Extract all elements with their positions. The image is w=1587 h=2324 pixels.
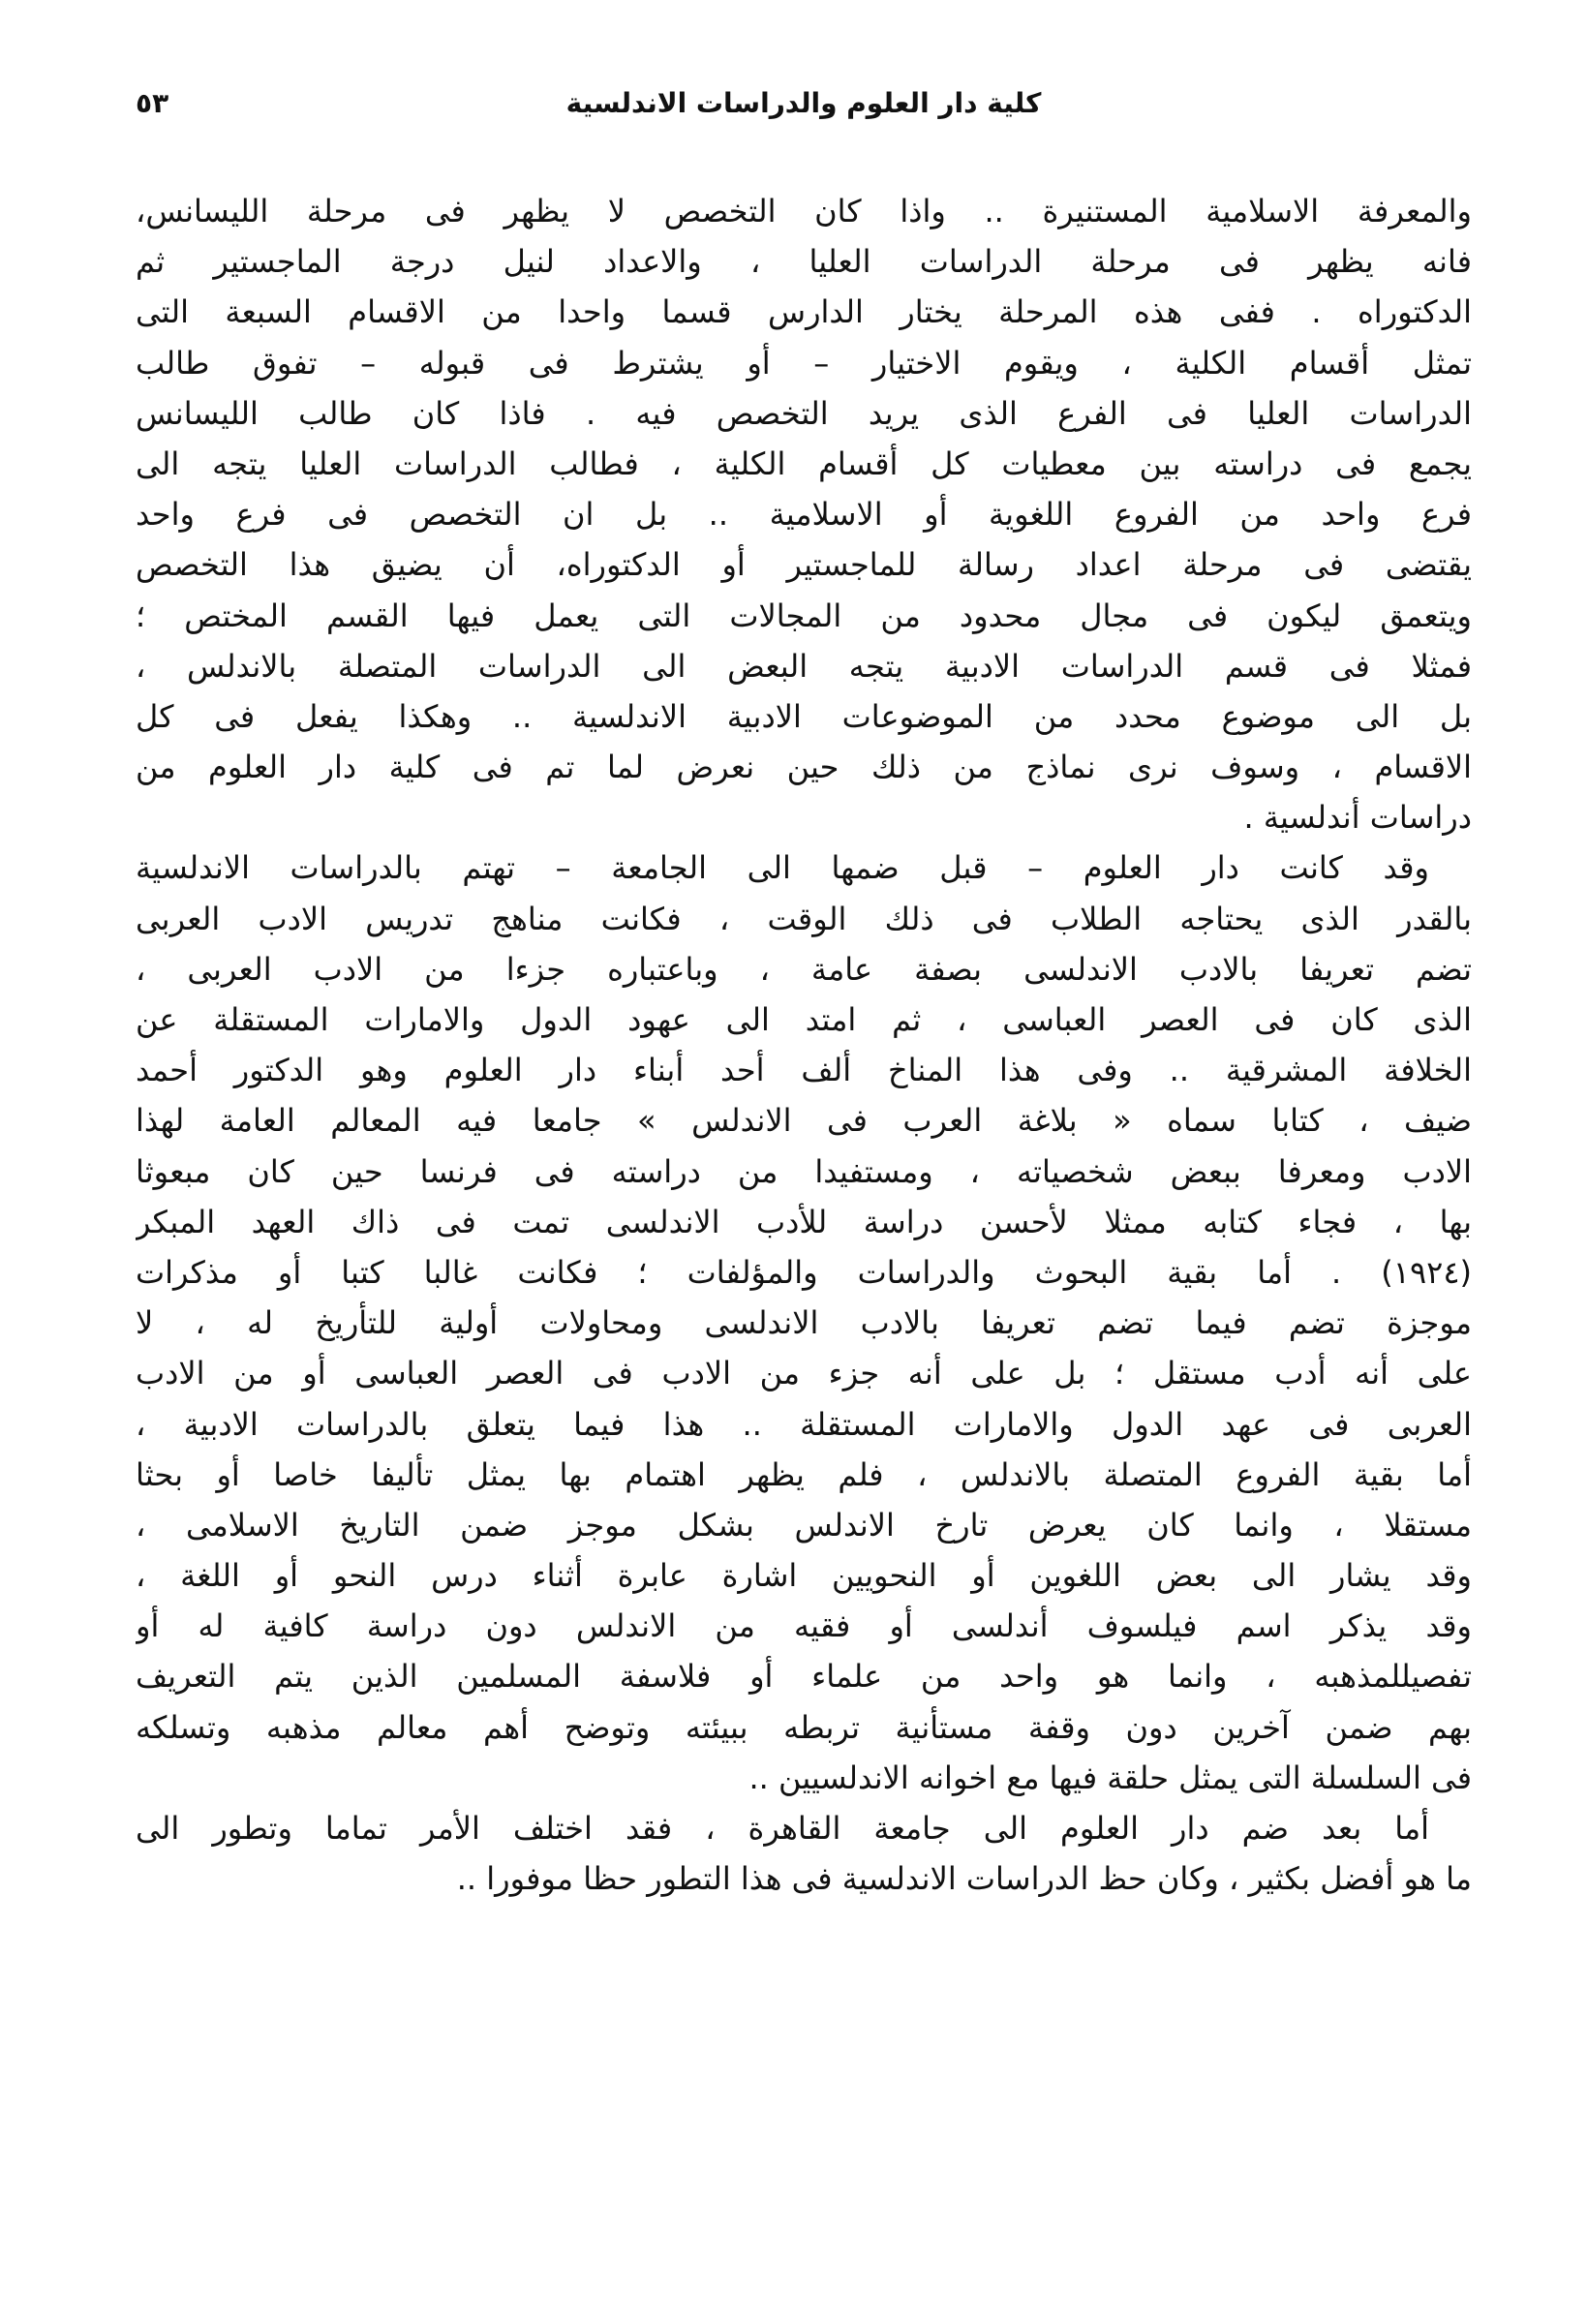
text-line: وقد يذكر اسم فيلسوف أندلسى أو فقيه من الاندلس دون دراسة كافية له أو [136, 1607, 1472, 1645]
text-line: الادب ومعرفا ببعض شخصياته ، ومستفيدا من دراسته فى فرنسا حين كان مبعوثا [136, 1152, 1472, 1190]
text-line: وقد يشار الى بعض اللغوين أو النحويين اشارة عابرة أثناء درس النحو أو اللغة ، [136, 1557, 1472, 1595]
text-line: (١٩٢٤) . أما بقية البحوث والدراسات والمؤلفات ؛ فكانت غالبا كتبا أو مذكرات [136, 1253, 1472, 1291]
text-line: فرع واحد من الفروع اللغوية أو الاسلامية .. بل ان التخصص فى فرع واحد [136, 496, 1472, 534]
text-line: بل الى موضوع محدد من الموضوعات الادبية الاندلسية .. وهكذا يفعل فى كل [136, 697, 1472, 735]
text-line: الدراسات العليا فى الفرع الذى يريد التخصص فيه . فاذا كان طالب الليسانس [136, 394, 1472, 432]
running-title: كلية دار العلوم والدراسات الاندلسية [565, 87, 1042, 119]
text-line: تمثل أقسام الكلية ، ويقوم الاختيار – أو يشترط فى قبوله – تفوق طالب [136, 344, 1472, 382]
paragraph-start-line: وقد كانت دار العلوم – قبل ضمها الى الجامعة – تهتم بالدراسات الاندلسية [136, 849, 1429, 887]
text-line: بها ، فجاء كتابه ممثلا لأحسن دراسة للأدب الاندلسى تمت فى ذاك العهد المبكر [136, 1203, 1472, 1240]
body-text [136, 186, 1472, 1904]
text-line: بهم ضمن آخرين دون وقفة مستأنية تربطه ببيئته وتوضح أهم معالم مذهبه وتسلكه [136, 1708, 1472, 1746]
text-line: يجمع فى دراسته بين معطيات كل أقسام الكلية ، فطالب الدراسات العليا يتجه الى [136, 444, 1472, 482]
text-line: تضم تعريفا بالادب الاندلسى بصفة عامة ، وباعتباره جزءا من الادب العربى ، [136, 950, 1472, 988]
paragraph-end-line: ما هو أفضل بكثير ، وكان حظ الدراسات الاندلسية فى هذا التطور حظا موفورا .. [456, 1860, 1472, 1898]
text-line: بالقدر الذى يحتاجه الطلاب فى ذلك الوقت ، فكانت مناهج تدريس الادب العربى [136, 900, 1472, 937]
text-line: العربى فى عهد الدول والامارات المستقلة .. هذا فيما يتعلق بالدراسات الادبية ، [136, 1405, 1472, 1443]
text-line: والمعرفة الاسلامية المستنيرة .. واذا كان التخصص لا يظهر فى مرحلة الليسانس، [136, 193, 1472, 229]
text-line: الذى كان فى العصر العباسى ، ثم امتد الى عهود الدول والامارات المستقلة عن [136, 1001, 1472, 1038]
paragraph-end-line: فى السلسلة التى يمثل حلقة فيها مع اخوانه الاندلسيين .. [748, 1758, 1472, 1796]
text-line: الخلافة المشرقية .. وفى هذا المناخ ألف أحد أبناء دار العلوم وهو الدكتور أحمد [136, 1052, 1472, 1089]
text-line: أما بقية الفروع المتصلة بالاندلس ، فلم يظهر اهتمام بها يمثل تأليفا خاصا أو بحثا [136, 1455, 1472, 1493]
text-line: ضيف ، كتابا سماه « بلاغة العرب فى الاندلس » جامعا فيه المعالم العامة لهذا [136, 1102, 1472, 1140]
page-number: ٥٣ [136, 87, 169, 119]
text-line: ويتعمق ليكون فى مجال محدود من المجالات التى يعمل فيها القسم المختص ؛ [136, 596, 1472, 634]
paragraph-end-line: دراسات أندلسية . [1243, 799, 1472, 837]
text-line: فانه يظهر فى مرحلة الدراسات العليا ، والاعداد لنيل درجة الماجستير ثم [136, 243, 1472, 281]
text-line: الاقسام ، وسوف نرى نماذج من ذلك حين نعرض لما تم فى كلية دار العلوم من [136, 749, 1472, 786]
text-line: على أنه أدب مستقل ؛ بل على أنه جزء من الادب فى العصر العباسى أو من الادب [136, 1355, 1472, 1392]
text-line: تفصيللمذهبه ، وانما هو واحد من علماء أو فلاسفة المسلمين الذين يتم التعريف [136, 1658, 1472, 1696]
paragraph-start-line: أما بعد ضم دار العلوم الى جامعة القاهرة ، فقد اختلف الأمر تماما وتطور الى [136, 1810, 1429, 1847]
text-line: مستقلا ، وانما كان يعرض تارخ الاندلس بشكل موجز ضمن التاريخ الاسلامى ، [136, 1506, 1472, 1544]
text-line: يقتضى فى مرحلة اعداد رسالة للماجستير أو الدكتوراه، أن يضيق هذا التخصص [136, 546, 1472, 584]
text-line: موجزة تضم فيما تضم تعريفا بالادب الاندلسى ومحاولات أولية للتأريخ له ، لا [136, 1304, 1472, 1342]
text-line: الدكتوراه . ففى هذه المرحلة يختار الدارس قسما واحدا من الاقسام السبعة التى [136, 293, 1472, 331]
text-line: فمثلا فى قسم الدراسات الادبية يتجه البعض الى الدراسات المتصلة بالاندلس ، [136, 647, 1472, 685]
running-head [136, 79, 1472, 128]
